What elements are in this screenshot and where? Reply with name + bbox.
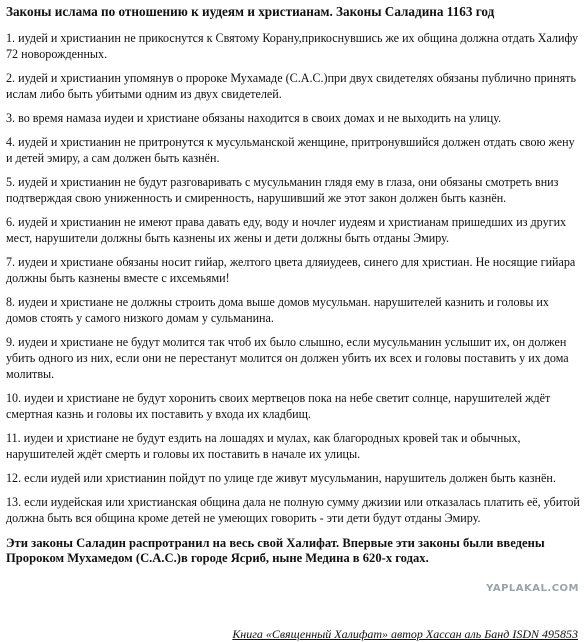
law-4: 4. иудей и христианин не притронутся к мусульманской женщине, притронувшийся должен отдать свою жену и детей эмиру, а сам должен быть казнён. [6, 135, 575, 165]
citation: Книга «Священный Халифат» автор Хассан аль Банд ISDN 495853 [232, 627, 578, 641]
law-12: 12. если иудей или христианин пойдут по улице где живут мусульманин, нарушитель должен быть казнён. [6, 470, 556, 485]
law-6: 6. иудей и христианин не имеют права давать еду, воду и ночлег иудеям и христианам пришедших из других мест, нарушители должны быть казнены их жены и дети должны быть отданы Эмиру. [6, 215, 567, 245]
watermark: YAPLAKAL.COM [486, 583, 579, 594]
law-3: 3. во время намаза иудеи и христиане обязаны находится в своих домах и не выходить на улицу. [6, 110, 502, 125]
document-title: Законы ислама по отношению к иудеям и христианам. Законы Саладина 1163 год [6, 4, 495, 19]
law-5: 5. иудей и христианин не будут разговаривать с мусульманин глядя ему в глаза, они обязаны смотреть вниз подтверждая свою униженность и смиренность, нарушивший же этот закон должен быть казнён. [6, 175, 559, 205]
law-9: 9. иудеи и христиане не будут молится так чтоб их было слышно, если мусульманин услышит их, он должен убить одного из них, если они не перестанут молится он должен убить их всех и головы поставить у их дома молитвы. [6, 335, 569, 381]
law-10: 10. иудеи и христиане не будут хоронить своих мертвецов пока на небе светит солнце, нарушителей ждёт смертная казнь и головы их поставить у входа их кладбищ. [6, 390, 551, 421]
summary-paragraph: Эти законы Саладин распротранил на весь свой Халифат. Впервые эти законы были введены Пророком Мухамедом (С.А.С.)в городе Ясриб, ныне Медина в 620-х годах. [6, 535, 545, 566]
law-13: 13. если иудейская или христианская община дала не полную сумму джизии или отказалась платить её, убитой должна быть вся община кроме детей не умеющих говорить - эти дети будут отданы Эмиру. [6, 495, 580, 525]
law-11: 11. иудеи и христиане не будут ездить на лошадях и мулах, как благородных кровей так и обычных, нарушителей ждёт смерть и головы их поставить в начале их улицы. [6, 430, 521, 461]
law-2: 2. иудей и христианин упомянув о пророке Мухамаде (С.А.С.)при двух свидетелях обязаны публично принять ислам либо быть убитыми одним из двух свидетелей. [6, 70, 576, 101]
document [6, 4, 580, 567]
laws-list [6, 31, 580, 527]
law-1: 1. иудей и христианин не прикоснутся к Святому Корану,прикоснувшись же их община должна отдать Халифу 72 новорожденных. [6, 31, 579, 61]
law-8: 8. иудеи и христиане не должны строить дома выше домов мусульман. нарушителей казнить и головы их домов стоять у самого низкого домам у сульманина. [6, 295, 549, 325]
law-7: 7. иудеи и христиане обязаны носит гийар, желтого цвета дляиудеев, синего для христиан. Не носящие гийара должны быть казнены вместе с ихсемьями! [6, 255, 576, 285]
